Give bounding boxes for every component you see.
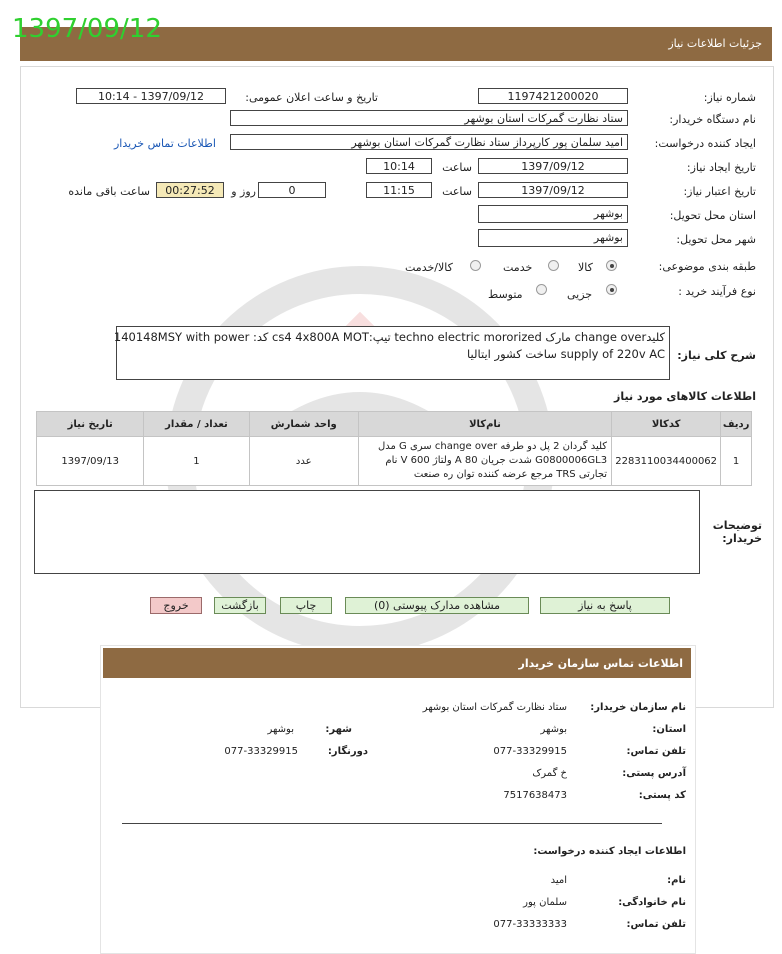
process-option-medium: متوسط <box>488 288 523 301</box>
page-title: جزئیات اطلاعات نیاز <box>668 37 762 50</box>
remaining-label: ساعت باقی مانده <box>68 185 150 198</box>
requester-label: ایجاد کننده درخواست: <box>654 137 756 150</box>
process-option-minor: جزیی <box>567 288 593 301</box>
need-number-label: شماره نیاز: <box>703 91 756 104</box>
contact-address-label: آدرس پستی: <box>622 768 686 779</box>
print-button[interactable]: چاپ <box>280 597 332 614</box>
requester-field: امید سلمان پور کارپرداز ستاد نظارت گمرکات استان بوشهر <box>230 134 628 150</box>
cell-code: 2283110034400062 <box>612 437 721 486</box>
back-button[interactable]: بازگشت <box>214 597 266 614</box>
cell-name: کلید گردان 2 پل دو طرفه change over سری G مدل G0800006GL3 شدت جریان 80 A ولتاژ 600 V نام تجارتی TRS مرجع عرضه کننده توان ره صنعت <box>358 437 611 486</box>
contact-province-label: استان: <box>652 724 686 735</box>
days-label: روز و <box>231 185 256 198</box>
process-radio-medium[interactable] <box>536 284 547 295</box>
category-option-both: کالا/خدمت <box>405 261 453 274</box>
summary-label: شرح کلی نیاز: <box>677 349 756 362</box>
contact-address-value: خ گمرک <box>532 768 567 779</box>
creator-last-name-label: نام خانوادگی: <box>618 897 686 908</box>
cell-date: 1397/09/13 <box>37 437 144 486</box>
create-time-label: ساعت <box>442 161 472 174</box>
buyer-org-label: نام دستگاه خریدار: <box>669 113 756 126</box>
process-radio-minor[interactable] <box>606 284 617 295</box>
validity-time-label: ساعت <box>442 185 472 198</box>
summary-line-1: کلیدchange over مارک techno electric mororized تیپ:cs4 4x800A MOT کد: 140148MSY with power <box>113 330 665 344</box>
contact-postal-value: 7517638473 <box>503 790 567 801</box>
create-time-field: 10:14 <box>366 158 432 174</box>
buyer-contact-link[interactable]: اطلاعات تماس خریدار <box>114 137 216 150</box>
buyer-notes-textarea[interactable] <box>34 490 700 574</box>
validity-date-label: تاریخ اعتبار نیاز: <box>683 185 756 198</box>
contact-postal-label: کد پستی: <box>638 790 686 801</box>
need-number-field: 1197421200020 <box>478 88 628 104</box>
col-qty: تعداد / مقدار <box>144 412 249 437</box>
contact-header <box>103 648 691 678</box>
announce-field: 1397/09/12 - 10:14 <box>76 88 226 104</box>
col-code: کدکالا <box>612 412 721 437</box>
create-date-field: 1397/09/12 <box>478 158 628 174</box>
cell-unit: عدد <box>249 437 358 486</box>
contact-phone-label: تلفن تماس: <box>626 746 686 757</box>
summary-line-2: supply of 220v AC ساخت کشور ایتالیا <box>467 347 665 361</box>
buyer-org-field: ستاد نظارت گمرکات استان بوشهر <box>230 110 628 126</box>
creator-first-name-label: نام: <box>667 875 686 886</box>
contact-card <box>100 645 696 954</box>
create-date-label: تاریخ ایجاد نیاز: <box>686 161 756 174</box>
city-label: شهر محل تحویل: <box>676 233 756 246</box>
contact-title: اطلاعات تماس سازمان خریدار <box>518 657 683 670</box>
col-unit: واحد شمارش <box>249 412 358 437</box>
creator-first-name-value: امید <box>550 875 567 886</box>
col-date: تاریخ نیاز <box>37 412 144 437</box>
contact-city-value: بوشهر <box>267 724 294 735</box>
category-radio-goods[interactable] <box>606 260 617 271</box>
reply-button[interactable]: پاسخ به نیاز <box>540 597 670 614</box>
category-label: طبقه بندی موضوعی: <box>658 260 756 273</box>
creator-phone-label: تلفن تماس: <box>626 919 686 930</box>
contact-org-label: نام سازمان خریدار: <box>590 702 686 713</box>
category-radio-service[interactable] <box>548 260 559 271</box>
date-stamp: 1397/09/12 <box>12 14 162 44</box>
contact-city-label: شهر: <box>325 724 352 735</box>
col-name: نام‌کالا <box>358 412 611 437</box>
col-row: ردیف <box>721 412 752 437</box>
remaining-time-field: 00:27:52 <box>156 182 224 198</box>
category-radio-both[interactable] <box>470 260 481 271</box>
creator-phone-value: 077-33333333 <box>493 919 567 930</box>
table-row <box>37 437 752 486</box>
category-option-goods: کالا <box>578 261 593 274</box>
province-label: استان محل تحویل: <box>669 209 756 222</box>
contact-org-value: ستاد نظارت گمرکات استان بوشهر <box>422 702 567 713</box>
contact-fax-label: دورنگار: <box>327 746 368 757</box>
announce-label: تاریخ و ساعت اعلان عمومی: <box>245 91 378 104</box>
process-label: نوع فرآیند خرید : <box>678 285 756 298</box>
cell-qty: 1 <box>144 437 249 486</box>
contact-fax-value: 077-33329915 <box>224 746 298 757</box>
items-table <box>36 411 752 486</box>
validity-date-field: 1397/09/12 <box>478 182 628 198</box>
contact-province-value: بوشهر <box>540 724 567 735</box>
cell-row: 1 <box>721 437 752 486</box>
province-field: بوشهر <box>478 205 628 223</box>
summary-textarea <box>113 326 670 380</box>
contact-phone-value: 077-33329915 <box>493 746 567 757</box>
contact-divider <box>122 823 662 824</box>
creator-last-name-value: سلمان پور <box>523 897 567 908</box>
attachments-button[interactable]: مشاهده مدارک پیوستی (0) <box>345 597 529 614</box>
validity-time-field: 11:15 <box>366 182 432 198</box>
items-section-title: اطلاعات کالاهای مورد نیاز <box>614 390 756 403</box>
category-option-service: خدمت <box>503 261 533 274</box>
creator-title: اطلاعات ایجاد کننده درخواست: <box>533 846 686 857</box>
city-field: بوشهر <box>478 229 628 247</box>
days-field: 0 <box>258 182 326 198</box>
exit-button[interactable]: خروج <box>150 597 202 614</box>
buyer-notes-label: توضیحات خریدار: <box>712 519 762 545</box>
